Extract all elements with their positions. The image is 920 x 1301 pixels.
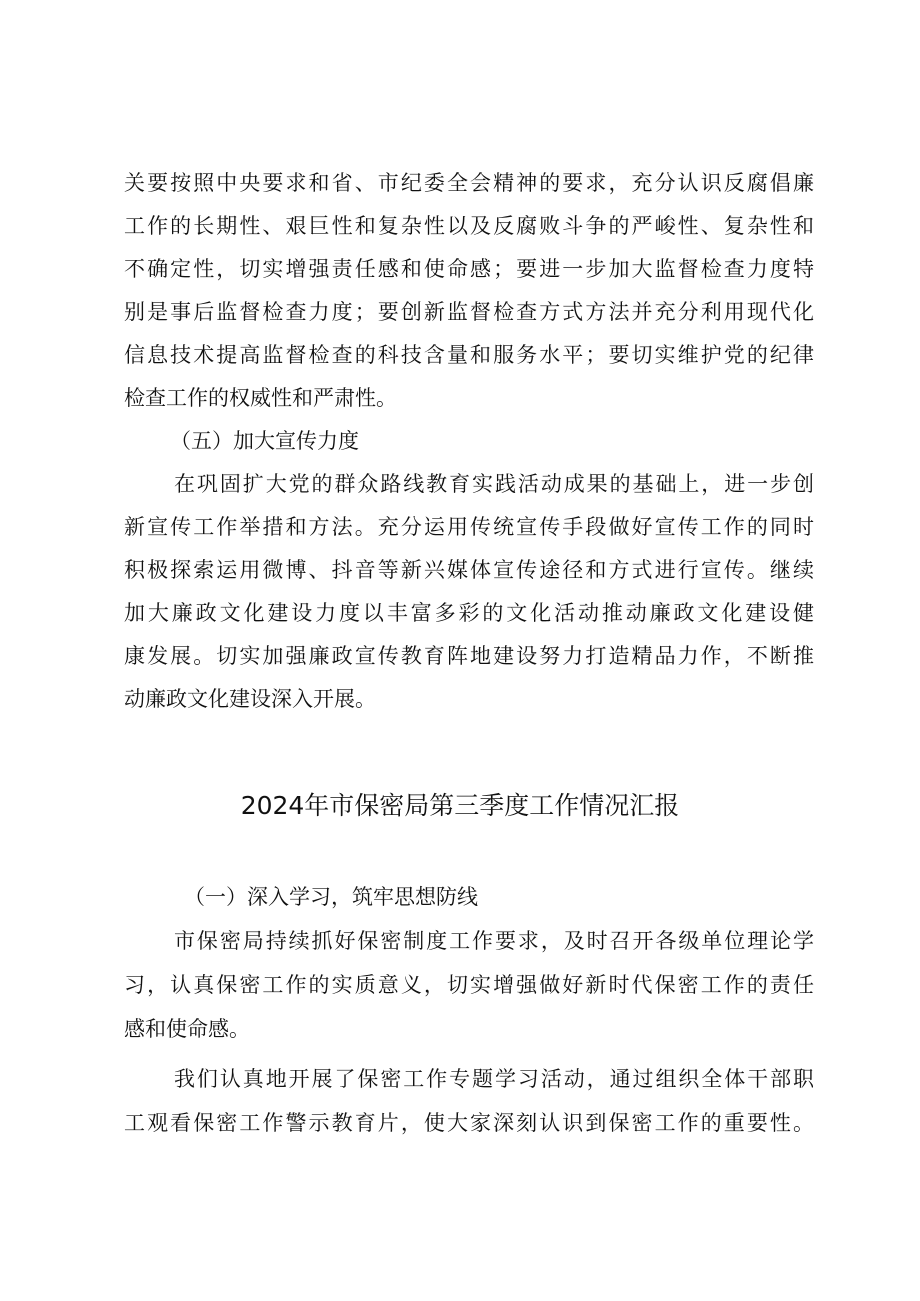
body-text-line: 康发展。切实加强廉政宣传教育阵地建设努力打造精品力作，不断推 xyxy=(124,644,814,668)
body-text-line: 感和使命感。 xyxy=(124,1017,250,1041)
body-text-line: 新宣传工作举措和方法。充分运用传统宣传手段做好宣传工作的同时 xyxy=(124,515,814,539)
body-text-line: 工观看保密工作警示教育片，使大家深刻认识到保密工作的重要性。 xyxy=(124,1111,814,1135)
body-text-line: 关要按照中央要求和省、市纪委全会精神的要求，充分认识反腐倡廉 xyxy=(124,171,814,195)
body-text-line: 我们认真地开展了保密工作专题学习活动，通过组织全体干部职 xyxy=(174,1067,814,1091)
body-text-line: 加大廉政文化建设力度以丰富多彩的文化活动推动廉政文化建设健 xyxy=(124,601,814,625)
body-text-line: 别是事后监督检查力度；要创新监督检查方式方法并充分利用现代化 xyxy=(124,300,814,324)
body-text-line: 习，认真保密工作的实质意义，切实增强做好新时代保密工作的责任 xyxy=(124,973,814,997)
document-title: 2024年市保密局第三季度工作情况汇报 xyxy=(240,791,680,820)
body-text-line: 积极探索运用微博、抖音等新兴媒体宣传途径和方式进行宣传。继续 xyxy=(124,558,814,582)
body-text-line: 在巩固扩大党的群众路线教育实践活动成果的基础上，进一步创 xyxy=(174,472,814,496)
section-subheading: （一）深入学习，筑牢思想防线 xyxy=(184,885,478,909)
body-text-line: 不确定性，切实增强责任感和使命感；要进一步加大监督检查力度特 xyxy=(124,257,814,281)
body-text-line: 信息技术提高监督检查的科技含量和服务水平；要切实维护党的纪律 xyxy=(124,343,814,367)
body-text-line: 动廉政文化建设深入开展。 xyxy=(124,687,376,711)
body-text-line: 工作的长期性、艰巨性和复杂性以及反腐败斗争的严峻性、复杂性和 xyxy=(124,214,814,238)
body-text-line: 市保密局持续抓好保密制度工作要求，及时召开各级单位理论学 xyxy=(174,929,814,953)
section-subheading: （五）加大宣传力度 xyxy=(170,429,359,453)
body-text-line: 检查工作的权威性和严肃性。 xyxy=(124,386,397,410)
